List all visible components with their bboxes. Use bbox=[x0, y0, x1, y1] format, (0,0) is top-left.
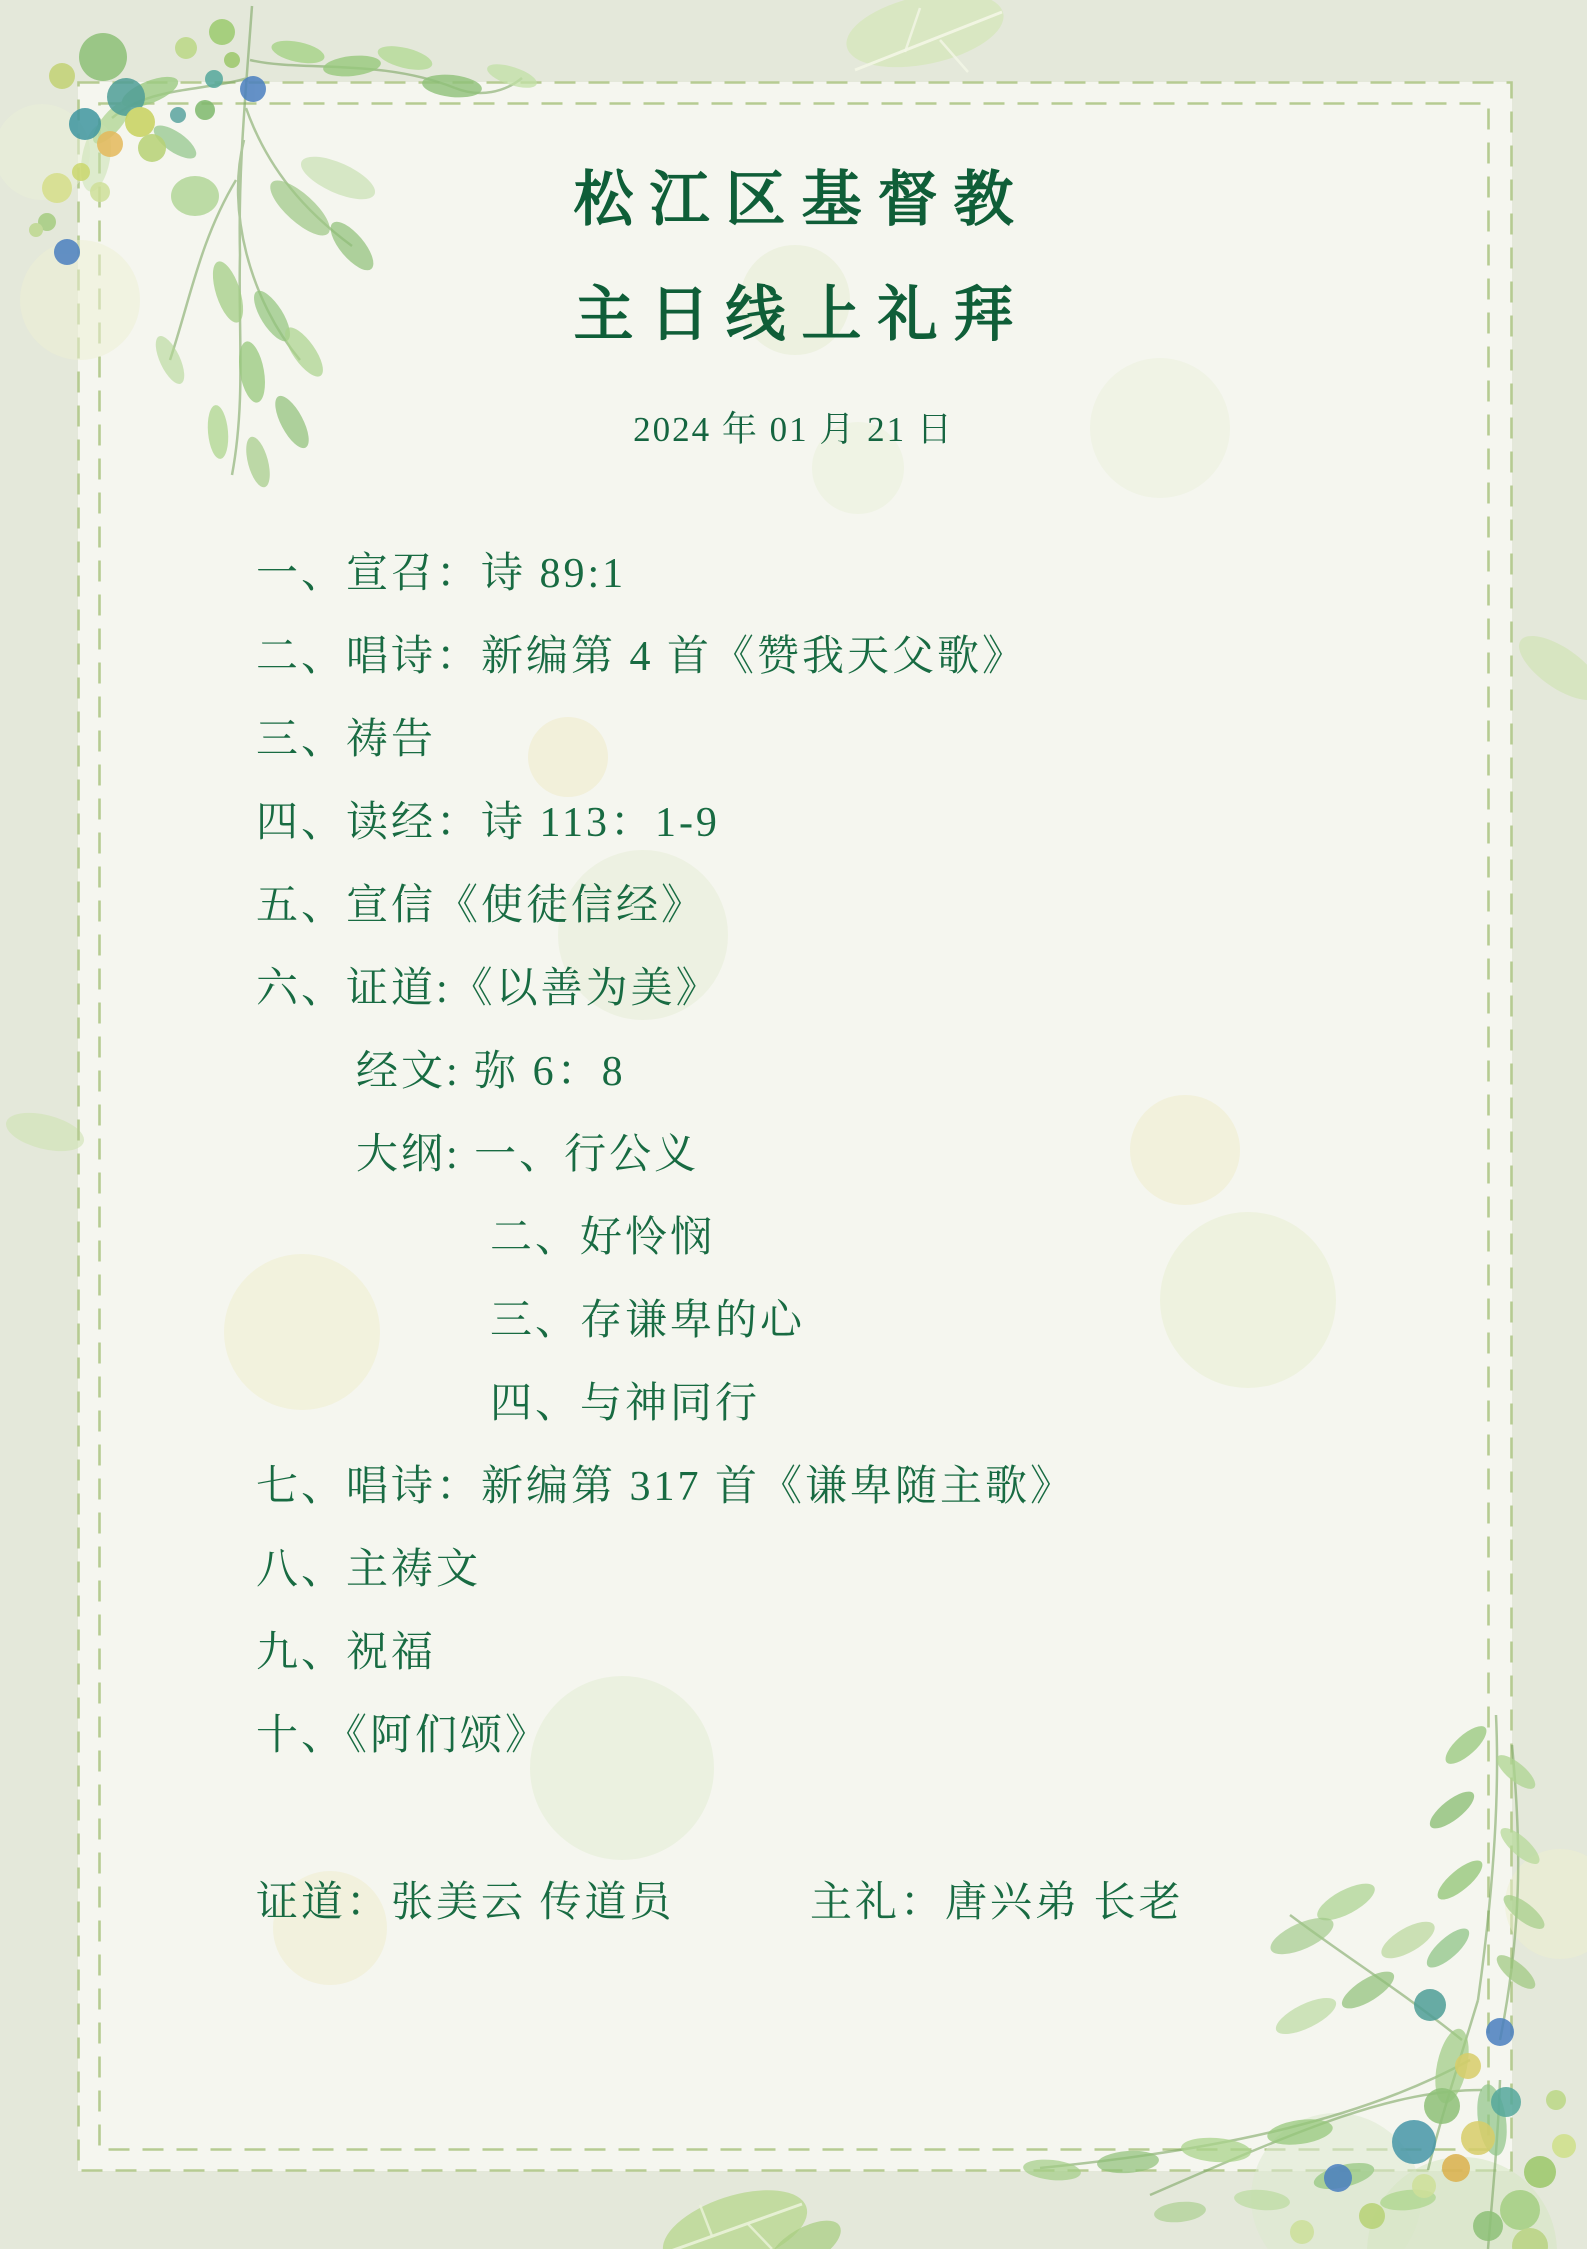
program-item-6-outline-3: 三、存谦卑的心 bbox=[490, 1298, 806, 1344]
program-item-5: 五、宣信《使徒信经》 bbox=[256, 883, 707, 929]
page-title: 松江区基督教 bbox=[573, 167, 1030, 233]
program-item-7: 七、唱诗：新编第 317 首《谦卑随主歌》 bbox=[256, 1464, 1076, 1510]
page-subtitle: 主日线上礼拜 bbox=[573, 282, 1030, 348]
service-date: 2024 年 01 月 21 日 bbox=[633, 410, 954, 449]
credits-line bbox=[0, 1861, 1587, 1946]
program-item-1: 一、宣召：诗 89:1 bbox=[256, 551, 627, 597]
program-list bbox=[0, 533, 1587, 1778]
program-item-9: 九、祝福 bbox=[256, 1630, 437, 1676]
program-item-8: 八、主祷文 bbox=[256, 1547, 482, 1593]
program-item-6: 六、证道:《以善为美》 bbox=[256, 966, 721, 1012]
program-item-6-outline-2: 二、好怜悯 bbox=[490, 1215, 716, 1261]
program-item-2: 二、唱诗：新编第 4 首《赞我天父歌》 bbox=[256, 634, 1028, 680]
program-item-3: 三、祷告 bbox=[256, 717, 437, 763]
program-item-10: 十、《阿们颂》 bbox=[256, 1713, 551, 1759]
program-item-6-scripture: 经文: 弥 6：8 bbox=[356, 1049, 626, 1095]
program-item-4: 四、读经：诗 113：1-9 bbox=[256, 800, 720, 846]
preacher-credit: 证道：张美云 传道员 bbox=[256, 1880, 675, 1926]
program-item-6-outline-1: 大纲: 一、行公义 bbox=[356, 1132, 700, 1178]
presider-credit: 主礼：唐兴弟 长老 bbox=[810, 1880, 1184, 1926]
program-item-6-outline-4: 四、与神同行 bbox=[490, 1381, 761, 1427]
